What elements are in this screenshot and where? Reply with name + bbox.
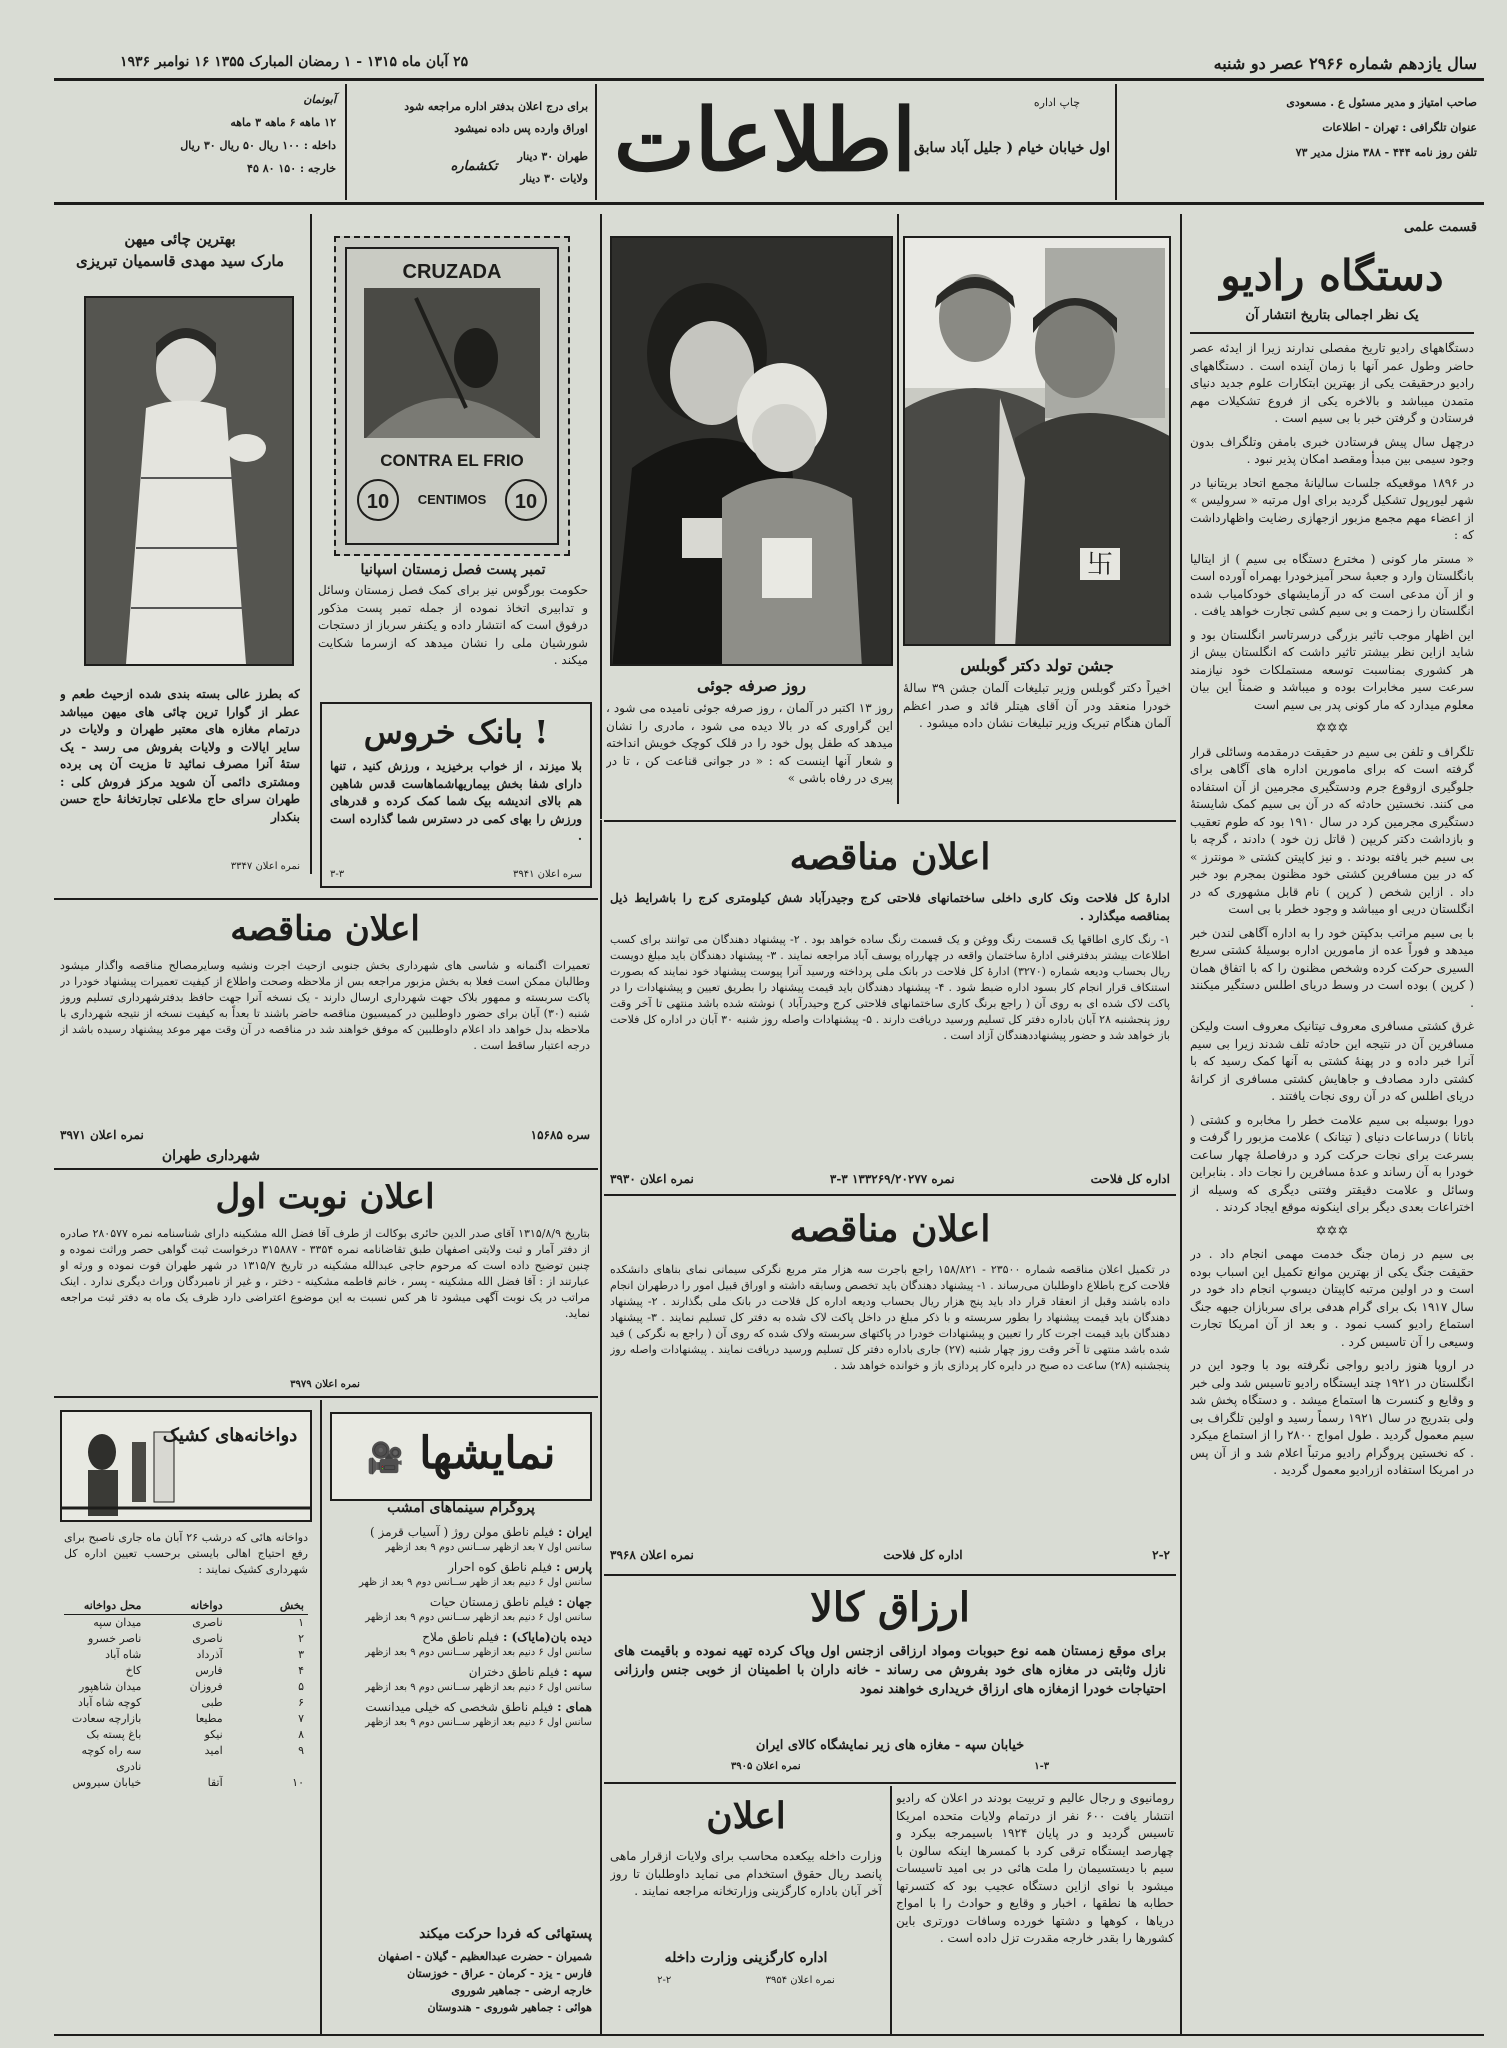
- cinema-shows: سانس اول ۶ دنیم بعد ازظهر ســانس دوم ۹ بعد ازظهر: [365, 1647, 592, 1658]
- radio-paragraph: این اظهار موجب تاثیر بزرگی درسرتاسر انگلستان بود و شاید ازاین نظر بیشتر تاثیر داشت که انگلستان بیش از هر کشوری بمناسبت توسعه مستملکات خود نیازمند سرعت سیر مخابرات بوده و میباشد و ضمناً این بیان معلوم میدارد که مار کونی پدر بی سیم است: [1190, 627, 1474, 712]
- pharmacy-cell: ۱۰: [292, 1776, 304, 1789]
- savings-photo-image: [612, 238, 893, 666]
- center-rule: [604, 820, 1176, 822]
- tender2-number: نمره اعلان ۳۹۶۸: [610, 1548, 694, 1562]
- bank-ad-text: بلا میزند ، از خواب برخیزید ، ورزش کنید ، تنها دارای شفا بخش بیماریهاشماهاست قدس شاهین هم بالای اندیشه بیک شما کمک کرده و قدرهای ورزش را بهای کمی در دسترس شما گذارده است .: [330, 759, 582, 843]
- pharmacy-cell: ناصری: [192, 1632, 223, 1645]
- pharmacy-table: [64, 1598, 308, 1791]
- pharmacy-cell: طبی: [201, 1696, 223, 1709]
- radio-paragraph: درچهل سال پیش فرستادن خبری بامفن وتلگراف بدون وجود سیمی بین مبدأ ومقصد امکان پذیر نبود .: [1190, 434, 1474, 466]
- subscription-foreign: خارجه : ۱۵۰ ۸۰ ۴۵: [247, 162, 336, 175]
- tender1-title: اعلان مناقصه: [789, 836, 991, 878]
- pharmacy-cell: ۶: [298, 1696, 304, 1709]
- radio-article-body: [1190, 340, 1474, 2030]
- column-rule: [600, 820, 602, 2034]
- radio-paragraph: دورا بوسیله بی سیم علامت خطر را مخابره و کشتی ( باتانا ) درساعات دنیای ( تیتانک ) علامت مزبور را گرفت و بسرعت برای نجات حرکت کرد و درفاصلهٔ چهار ساعت خودرا به آن رساند و عدهٔ مسافرین را نجات داد . بنابراین وسائل و علامت دقیقتر وفتنی دیگری که وسیله از اختراعات بعدی دیگر برای اینکونه موقع ایجاد کردند .: [1190, 1112, 1474, 1214]
- bank-ad-number: سره اعلان ۳۹۴۱: [512, 869, 582, 880]
- goebbels-photo: [903, 236, 1171, 646]
- subscription-periods: ۱۲ ماهه ۶ ماهه ۳ ماهه: [230, 116, 336, 129]
- radio-paragraph: غرق کشتی مسافری معروف تیتانیک معروف است ولیکن مسافرین آن در نتیجه این حادثه تلف شدند زیرا بی سیم آنرا خبر داده و در پهنهٔ کشتی به آنها کمک رسید که با کشتی دارد مصادف و جاهایش کشتی مسافری از کرانهٔ دریای اطلس که در آن روی نجات یافتند .: [1190, 1019, 1474, 1103]
- pharmacy-row: [64, 1647, 308, 1663]
- municipal-tender-title: اعلان مناقصه: [230, 909, 420, 949]
- pharmacy-row: [64, 1743, 308, 1775]
- column-rule: [890, 1786, 892, 2034]
- bank-ad-title: بانک خروس !: [363, 713, 549, 751]
- star-separator: ✡✡✡: [1315, 1223, 1349, 1239]
- bank-ad-code: ۳-۳: [330, 869, 345, 880]
- price-provinces: ولایات ۳۰ دینار: [520, 172, 588, 185]
- municipal-tender-footer: [60, 1128, 590, 1142]
- pharmacy-row: [64, 1695, 308, 1711]
- pharmacy-cell: میدان شاهپور: [79, 1680, 142, 1693]
- owner-line: صاحب امتیاز و مدیر مسئول ع . مسعودی: [1286, 96, 1477, 109]
- pharmacy-cell: امید: [204, 1744, 223, 1757]
- left-section-rule: [54, 1168, 598, 1170]
- pharmacy-cell: کوچه شاه آباد: [78, 1696, 142, 1709]
- radio-paragraph: بی سیم در زمان جنگ خدمت مهمی انجام داد . در حقیقت جنگ یکی از بهترین موانع تکمیل این اسباب بوده است و در اولین مرتبه کاپیتان دیسوپ انجام داد خود در سال ۱۹۱۷ بک برای گرام هدفی برای سربازان جبهه جنگ استماع رادیو کسب نمود . و بعد از آن امریکا تجارت وسیعی را آن تاسیس کرد .: [1190, 1247, 1474, 1349]
- tender2-code: ۲-۲: [1152, 1548, 1170, 1562]
- center-rule: [604, 1194, 1176, 1196]
- subscription-label: آبونمان: [303, 93, 336, 106]
- tender2-footer: [610, 1548, 1170, 1562]
- cinema-shows: سانس اول ۶ دنیم بعد ازظهر ســانس دوم ۹ بعد ازظهر: [365, 1717, 592, 1728]
- ministry-ad-footer: [610, 1974, 882, 1988]
- radio-paragraph: تلگراف و تلفن بی سیم در حقیقت درمقدمه وسائلی قرار گرفته است که برای مامورین اداره های آگاهی برای جلوگیری ازوقوع جرم ودستگیری مجرمین از آن استفاده می کنند. نخستین حادثه که در آن بی سیم کمک شایستهٔ دستگیری مجرمین کرد در سال ۱۹۱۰ بود که طوم تعقیب و بازداشت دکتر کریپن ( قاتل زن خود ) دادند ، گرچه با بی سیم خبر یافته بودند . و نیز کاپیتن کشتی « مونترز » که در بین مسافرین کشتی خود مظنون بمجرم بود خبر داد . ازاین شخص ( کرپن ) نام قابل مشهوری که در انگلستان دریی او میباشد و وجود خطر با بی است: [1190, 744, 1474, 916]
- address-line: اول خیابان خیام ( جلیل آباد سابق: [913, 140, 1110, 156]
- food-ad-code: ۱-۳: [1034, 1761, 1050, 1772]
- savings-caption-title: روز صرفه جوئی: [697, 676, 806, 695]
- stamp-top-text: CRUZADA: [402, 261, 502, 283]
- food-ad-address: خیابان سپه - مغازه های زیر نمایشگاه کالای ایران: [755, 1738, 1025, 1753]
- bottom-rule: [54, 2034, 1484, 2036]
- cinema-item: [330, 1594, 592, 1625]
- pharmacy-title: دواخانه‌های کشیک: [162, 1425, 298, 1446]
- pharmacy-cell: ۴: [298, 1664, 304, 1677]
- owner-block: [1147, 90, 1477, 165]
- food-ad-text: برای موقع زمستان همه نوع حبوبات ومواد ارزاقی ازجنس اول وپاک کرده تهیه نموده و باقیمت های نازل وثابتی در مغازه های خود بفروش می رساند - خانه داران با اطمینان از خوبی جنس وارزانی احتیاجات خودرا ازمغازه های ارزاق خریداری خواهند نمود: [614, 1644, 1166, 1697]
- stamp-value-right: 10: [514, 491, 538, 513]
- subscription-domestic: داخله : ۱۰۰ ریال ۵۰ ریال ۳۰ ریال: [180, 139, 336, 152]
- cinema-name: جهان :: [557, 1595, 592, 1609]
- stamp-artwork: [336, 238, 568, 554]
- post-line: هوائی : جماهیر شوروی - هندوستان: [427, 2001, 592, 2014]
- pharmacy-cell: ۳: [298, 1648, 304, 1661]
- pharmacy-row: [64, 1711, 308, 1727]
- masthead-divider-2: [595, 84, 597, 200]
- goebbels-caption-text: اخیراً دکتر گوبلس وزیر تبلیغات آلمان جشن ۳۹ سالهٔ خودرا منعقد ودر آن آقای هیتلر قائد و صدر اعظم آلمان هنگام تبریک وزیر تبلیغات نشان داده میشود .: [903, 681, 1171, 730]
- food-ad-number: نمره اعلان ۳۹۰۵: [730, 1761, 801, 1772]
- tea-line: بهترین چائی میهن: [124, 230, 236, 248]
- film-camera-icon: 🎥: [366, 1441, 404, 1476]
- pharmacy-cell: خیابان سیروس: [72, 1776, 142, 1789]
- stamp-caption-text: حکومت بورگوس نیز برای کمک فصل زمستان وسائل و تدابیری اتخاذ نموده از جمله تمبر پست مذکور درفوق است که انتشار داده و یکنفر سرباز از دستجات شورشیان ملی را نشان میدهد که ازسرما شکایت میکند .: [318, 583, 588, 667]
- pharmacy-cell: ناصر خسرو: [88, 1632, 142, 1645]
- cinema-item: [330, 1629, 592, 1660]
- pharmacy-header-cell: دواخانه: [190, 1599, 223, 1612]
- bank-ad-footer: [330, 868, 582, 882]
- pharmacy-cell: بازارچه سعادت: [71, 1712, 142, 1725]
- pharmacy-row: [64, 1663, 308, 1679]
- tea-ad-illustration: [84, 296, 294, 666]
- stamp-centimos: CENTIMOS: [417, 492, 487, 507]
- left-section-rule: [54, 898, 598, 900]
- svg-text:卐: 卐: [1086, 550, 1114, 580]
- telegraph-line: عنوان تلگرافی : تهران - اطلاعات: [1322, 121, 1477, 134]
- cinema-film: فیلم ناطق کوه احرار: [448, 1560, 553, 1574]
- radio-headline: دستگاه رادیو: [1220, 251, 1444, 300]
- pharmacy-cell: شاه آباد: [105, 1648, 142, 1661]
- municipal-tender-sign: شهرداری طهران: [161, 1148, 260, 1164]
- pharmacy-row: [64, 1679, 308, 1695]
- column-rule: [600, 214, 602, 819]
- masthead-divider-3: [345, 84, 347, 200]
- cinema-item: [330, 1699, 592, 1730]
- cinema-list: [330, 1524, 592, 1734]
- pharmacy-row: [64, 1775, 308, 1791]
- radio-paragraph: در ۱۸۹۶ موقعیکه جلسات سالیانهٔ مجمع اتحاد بریتانیا در شهر لیورپول تشکیل گردید برای اول مرتبه « سرولیس » از اعضاء مهم مجمع مزبور ازجهازی رضایت واظهارداشت که :: [1190, 475, 1474, 542]
- pharmacy-cell: ۵: [298, 1680, 304, 1693]
- spanish-stamp: [334, 236, 570, 556]
- cinema-name: ایران :: [557, 1525, 592, 1539]
- ministry-ad-number: نمره اعلان ۳۹۵۴: [765, 1975, 835, 1986]
- pharmacy-cell: ۲: [298, 1632, 304, 1645]
- pharmacy-cell: آتقا: [207, 1776, 223, 1789]
- section-label: قسمت علمی: [1403, 220, 1477, 235]
- cinema-shows: سانس اول ۷ بعد ازظهر ســانس دوم ۹ بعد ازظهر: [385, 1542, 592, 1553]
- top-rule: [54, 78, 1484, 81]
- cinema-banner: [330, 1412, 592, 1501]
- pharmacy-header-cell: بخش: [279, 1599, 304, 1612]
- tea-line: مارک سید مهدی قاسمیان تبریزی: [76, 252, 284, 270]
- food-ad-footer: [614, 1760, 1166, 1774]
- savings-caption-text: روز ۱۳ اکتبر در آلمان ، روز صرفه جوئی نامیده می شود ، این گراوری که در بالا دیده می شود ، مادری را نشان میدهد که طفل پول خود را در قلک کوچک خویش انداخته و شعار آنها اینست که : « در جوانی قناعت کن ، تا در پیری در رفاه باشی »: [606, 701, 893, 785]
- radio-paragraph: « مستر مار کونی ( مخترع دستگاه بی سیم ) از ایتالیا بانگلستان وارد و جعبهٔ سحر آمیزخودرا بهمراه آورده است و از آن مدعی است که در آزمایشهای خودکامیاب شده انگلستان را زحمت و بی سیم کشی تجارت خواهد یافت .: [1190, 551, 1474, 618]
- cinema-shows: سانس اول ۶ دنیم بعد ازظهر ســانس دوم ۹ بعد ازظهر: [365, 1682, 592, 1693]
- pharmacy-cell: مطیعا: [195, 1712, 223, 1725]
- cinema-shows: سانس اول ۶ دنیم بعد ازظهر ســانس دوم ۹ بعد ازظهر: [365, 1612, 592, 1623]
- tender1-code: نمره ۱۳۳۲۶۹/۲۰۲۷۷ ۳-۳: [829, 1172, 955, 1186]
- cinema-item: [330, 1664, 592, 1695]
- pharmacy-cell: نیکو: [204, 1728, 223, 1741]
- pharmacy-cell: آذرداد: [196, 1648, 223, 1661]
- radio-head-rule: [1190, 332, 1474, 334]
- tea-ad-number: نمره اعلان ۳۳۴۷: [230, 861, 300, 872]
- masthead-divider: [1115, 84, 1117, 200]
- first-notice-title: اعلان نوبت اول: [215, 1177, 435, 1217]
- tender1-footer: [610, 1172, 1170, 1186]
- ad-notes: [350, 96, 588, 190]
- stamp-value-left: 10: [366, 491, 390, 513]
- radio-paragraph: دستگاههای رادیو تاریخ مفصلی ندارند زیرا از ایدئه عصر حاضر وطول عمر آنها با زمان آینده است . دستگاههای رادیو درحقیقت یکی از بهترین ابتکارات علوم جدید دنیای متمدن میباشد و بالاخره یکی از فروع تشکیلات مهم فرستادن و گرفتن خبر با بی سیم است .: [1190, 341, 1474, 425]
- column-rule: [897, 214, 899, 804]
- press-label: چاپ اداره: [1033, 96, 1080, 109]
- pharmacy-cell: ۸: [298, 1728, 304, 1741]
- pharmacy-row: [64, 1727, 308, 1743]
- first-notice-text: بتاریخ ۱۳۱۵/۸/۹ آقای صدر الدین حائری بوکالت از طرف آقا فضل الله مشکینه دارای شناسنامه نمره ۲۸۰۵۷۷ صادره از دفتر آمار و ثبت ولایتی اصفهان طبق تقاضانامه نمره ۳۳۵۴ - ۳۱۵۸۸۷ درخواست ثبت گواهی حصر وراثت نموده و چنین توضیح داده است که مرحوم حاجی عبدالله مشکینه در تاریخ ۱۳۱۵/۷ در شهر طهران فوت نموده و ورثه او عبارتند از : آقا فضل الله مشکینه - پسر ، خانم فاطمه مشکینه - دختر ، و غیر از نامبردگان وراث دیگری ندارد . اینک مراتب در یک نوبت آگهی میشود تا هر کس نسبت به این موضوع اعتراضی دارد ظرف یک ماه به دفتر ثبت مراجعه نماید.: [60, 1227, 590, 1320]
- first-notice-number: نمره اعلان ۳۹۷۹: [290, 1379, 360, 1390]
- cinema-film: فیلم ناطق دختران: [468, 1665, 560, 1679]
- tender1-number: نمره اعلان ۳۹۳۰: [610, 1172, 694, 1186]
- column-rule: [310, 214, 312, 874]
- tea-ad-text: که بطرز عالی بسته بندی شده ازحیث طعم و عطر از گوارا ترین چائی های میهن میباشد درتمام مغازه های معتبر طهران و ولایات در سایر ایالات و ولایات بفروش می رسد - یک ستهٔ آنرا مصرف نمائید تا مزیت آن پی برده ومشتری دائمی آن شوید مرکز فروش کلی : طهران سرای حاج ملاعلی تجارتخانهٔ حاج حسن بنکدار: [60, 687, 300, 824]
- goebbels-photo-image: [905, 238, 1171, 646]
- goebbels-caption-title: جشن تولد دکتر گوبلس: [960, 656, 1114, 675]
- ad-note: برای درج اعلان بدفتر اداره مراجعه شود: [404, 100, 588, 113]
- post-line: شمیران - حضرت عبدالعظیم - گیلان - اصفهان: [377, 1950, 592, 1963]
- municipal-tender-text: تعمیرات اگنمانه و شاسی های شهرداری بخش جنوبی ازحیث اجرت ونشیه وسایرمصالح مناقصه واگذار میشود وطالبان ممکن است فعلا به بخش مزبور مراجعه بس از ملاحظه وصحت واطلاع از کیفیت تعمیرات پیشنهاد خودرا در پاکت سربسته و ممهور بلاک جهت شهرداری ارسال دارند - یک نسخه آنرا جهت حافظ بدفترشهرداری تسلیم وروز شنبه (۳۰) آبان برای حضور داوطلبین در کمیسیون مناقصه حاضر باشند تا بعداً به کیفیت نسخه از نتیجه شهرداری با ملاحظه بدل خواهد داد اعلام داوطلبین که موفق خواهند شد در مناقصه در آن وقت مهر موعد پیشنهاد رسیده باشد از درجه اعتبار ساقط است .: [60, 959, 590, 1052]
- phone-line: تلفن روز نامه ۴۴۴ - ۳۸۸ منزل مدیر ۷۳: [1295, 146, 1477, 159]
- tender1-sign: اداره کل فلاحت: [1090, 1172, 1170, 1186]
- cinema-name: پارس :: [555, 1560, 592, 1574]
- masthead-bottom-rule: [54, 202, 1484, 205]
- cinema-name: سپه :: [563, 1665, 592, 1679]
- municipal-tender-number: نمره اعلان ۳۹۷۱: [60, 1128, 144, 1142]
- column-rule: [320, 1400, 322, 2034]
- single-copy-label: تکشماره: [450, 159, 498, 174]
- pharmacy-row: [64, 1615, 308, 1631]
- tender2-text: در تکمیل اعلان مناقصه شماره ۲۳۵۰۰ - ۱۵۸/۸۲۱ راجع باجرت سه هزار متر مربع نگرکی سیمانی نمای بناهای دانشکده فلاحت کرج باطلاع داوطلبان می‌رساند . ۱- پیشنهاد دهندگان باید تخصص وسابقه داشته و اوراق قبیل امور را درطهران انجام داده باشند وقبل از انعقاد قرار داد باید پنج هزار ریال بحساب ودیعه اداره کل فلاحت در بانک ملی بگذارند . ۲- پیشنهاد دهندگان باید قیمت پیشنهاد را بطور سربسته و با ذکر مبلغ در داخل پاکت لاک شده به دفتر کل تسلیم نمایند . ۳- پیشنهاد دهندگان باید قیمت اجرت کار را تعیین و پیشنهادات خودرا در پاکتهای سربسته ولاک شده که روی آن ( راجع به نگرکی ) قید شده باشد منتهی تا آخر وقت روز چهار شنبه (۲۷) جاری باداره دفتر کل تسلیم ورسید دریافت نمایند . پیشنهادات واصله روز پنجشنبه (۲۸) ساعت ده صبح در دایره کار پردازی باز و خوانده خواهد شد .: [610, 1263, 1170, 1372]
- ministry-ad-sign: اداره کارگزینی وزارت داخله: [664, 1950, 828, 1966]
- pharmacy-cell: فارس: [195, 1664, 223, 1677]
- price-tehran: طهران ۳۰ دینار: [517, 150, 588, 163]
- cinema-item: [330, 1524, 592, 1555]
- tea-ad-heading: [60, 228, 300, 272]
- radio-paragraph: با بی سیم مراتب بدکپتن خود را به اداره آگاهی لندن خبر میدهد و فوراً عده از مامورین اداره بوسیلهٔ کشتی سریع السیری حرکت کرده وشخص مظنون را که با اتفاق همان ( کرپن ) بوده است در وسط دریای اطلس دستگیر میکنند .: [1190, 925, 1474, 1010]
- issue-line: سال یازدهم شماره ۲۹۶۶ عصر دو شنبه: [1213, 54, 1477, 73]
- post-list: [330, 1948, 592, 2016]
- pharmacy-cell: کاخ: [125, 1664, 142, 1677]
- pharmacy-row: [64, 1631, 308, 1647]
- cinema-film: فیلم ناطق ملاح: [422, 1630, 500, 1644]
- center-rule: [604, 1574, 1176, 1576]
- cinema-name: دیده بان(مایاک) :: [502, 1630, 592, 1644]
- pharmacy-cell: سه راه کوچه نادری: [81, 1744, 142, 1773]
- tea-woman-drawing: [86, 298, 292, 664]
- subscription-block: [66, 88, 336, 180]
- pharmacy-cell: باغ پسته بک: [86, 1728, 142, 1741]
- tender2-sign: اداره کل فلاحت: [883, 1548, 963, 1562]
- post-title: پستهائی که فردا حرکت میکند: [419, 1926, 592, 1942]
- stamp-middle-text: CONTRA EL FRIO: [380, 451, 524, 470]
- radio-subhead: یک نظر اجمالی بتاریخ انتشار آن: [1245, 308, 1419, 323]
- star-separator: ✡✡✡: [1315, 721, 1349, 736]
- cinema-item: [330, 1559, 592, 1590]
- left-section-rule: [54, 1396, 598, 1398]
- cinema-film: فیلم ناطق زمستان حیات: [429, 1595, 555, 1609]
- cinema-title: نمایشها: [419, 1428, 556, 1479]
- stamp-caption-title: تمبر پست فصل زمستان اسپانیا: [360, 562, 546, 578]
- pharmacy-cell: ۷: [298, 1712, 304, 1725]
- cinema-shows: سانس اول ۶ دنیم بعد از ظهر ســانس دوم ۹ بعد از ظهر: [358, 1577, 592, 1588]
- savings-photo: [610, 236, 893, 666]
- pharmacy-cell: ۹: [298, 1744, 304, 1757]
- pharmacy-table-header: [64, 1598, 308, 1615]
- pharmacy-intro: دواخانه هائی که درشب ۲۶ آبان ماه جاری ناصبح برای رفع احتیاج اهالی بایستی برحسب تعیین اداره کل شهرداری کشیک نمایند :: [64, 1531, 308, 1576]
- ministry-ad-text: وزارت داخله بیکعده محاسب برای ولایات ازقرار ماهی پانصد ریال حقوق استخدام می نماید داوطلبان تا روز آخر آبان باداره کارگزینی وزارتخانه مراجعه نمایند .: [610, 1849, 882, 1898]
- pharmacy-cell: فروزان: [189, 1680, 223, 1693]
- post-line: فارس - یزد - کرمان - عراق - خوزستان: [407, 1967, 592, 1980]
- cinema-name: همای :: [557, 1700, 592, 1714]
- tender1-intro: ادارهٔ کل فلاحت ونک کاری داخلی ساختمانهای فلاحتی کرج وجیدرآباد شش کیلومتری کرج را باشرایط ذیل بمناقصه میگذارد .: [610, 891, 1170, 923]
- ad-note: اوراق وارده پس داده نمیشود: [454, 122, 588, 135]
- cinema-subtitle: پروگرام سینماهای امشب: [387, 1500, 535, 1516]
- ministry-ad-title: اعلان: [706, 1795, 786, 1837]
- cinema-film: فیلم ناطق مولن روژ ( آسیاب قرمز ): [370, 1525, 555, 1539]
- center-rule: [604, 1782, 1176, 1784]
- pharmacy-cell: ناصری: [192, 1616, 223, 1629]
- post-line: خارجه ارضی - جماهیر شوروی: [451, 1984, 592, 1997]
- pharmacy-header-cell: محل دواخانه: [83, 1599, 142, 1612]
- ministry-ad-code: ۲-۲: [657, 1975, 672, 1986]
- pharmacy-cell: میدان سپه: [93, 1616, 142, 1629]
- date-line: ۲۵ آبان ماه ۱۳۱۵ - ۱ رمضان المبارک ۱۳۵۵ ۱۶ نوامبر ۱۹۳۶: [120, 54, 469, 70]
- food-ad-title: ارزاق کالا: [810, 1584, 970, 1631]
- radio-article-continuation: رومانیوی و رجال عالیم و تربیت بودند در اعلان که رادیو انتشار یافت ۶۰۰ نفر از درتمام ولایات متحده امریکا تاسیس گردید و در پایان ۱۹۲۴ باسیمرجه بیکرد و چهارصد ایستگاه ترقی کرد با کمسرها اینکه سالون با سیم با دیستسیمان را ملت هائی در بی امید تاسیسات میشود با نوای ازاین دستگاه عجیب بود که کتسرتها حطابه ها نطقها ، اخبار و وقایع و حوادث را با امواج دریاها ، کوهها و دشتها خورده وسافات دورتری باین کشورها را بقدر خارجه مقدرت تزل داده است .: [896, 1791, 1174, 1945]
- cinema-film: فیلم ناطق شخصی که خیلی میدانست: [365, 1700, 554, 1714]
- radio-paragraph: در اروپا هنوز رادیو رواجی نگرفته بود با وجود این در انگلستان در ۱۹۲۱ چند ایستگاه رادیو تاسیس شد ولی خبر و وقایع و کنسرت ها استماع میشد . و دستگاه پخش شد ولی بتدریج در سال ۱۹۲۱ رسماً رسید و اولین تلگراف بی سیم معمول گردید . طول امواج ۲۸۰۰ را از استماع میکرد . که نخستین پروگرام رادیو مرتباً اعلام شد و از آن پس در امریکا استفاده ازرادیو معمول گردید .: [1190, 1358, 1474, 1477]
- tender2-title: اعلان مناقصه: [789, 1208, 991, 1250]
- masthead-title: اطلاعات: [613, 90, 917, 191]
- municipal-tender-code: سره ۱۵۶۸۵: [530, 1128, 590, 1142]
- pharmacy-cell: ۱: [298, 1616, 304, 1629]
- tender1-text: ۱- رنگ کاری اطاقها یک قسمت رنگ ووغن و یک قسمت رنگ ساده خواهد بود . ۲- پیشنهاد دهندگان می توانند برای کسب اطلاعات بیشتر بدفترفنی ادارهٔ ساختمان واقعه در چهارراه یوسف آباد مراجعه نمایند . ۳- پیشنهاد دهندگان باید مبلغ دویست ریال بحساب ودیعه شماره (۳۲۷۰) ادارهٔ کل فلاحت در بانک ملی پرداخته ورسید آنرا پیوست پیشنهاد خود نمایند که بصورت استنکاف قرار انجام کار بسود اداره ضبط شود . ۴- پیشنهاد دهندگان باید قیمت پیشنهاد را بطریق تعیین و پیشنهادات را در پاکت لاک شده ای به روی آن ( راجع برنگ کاری ساختمانهای فلاحتی کرج وحیدرآباد ) نوشته شده باشد منتهی تا آخر وقت روز پنجشنبه ۲۸ آبان باداره دفتر کل تسلیم ورسید دریافت دارند . ۵- پیشنهادات واصله روز شنبه ۳۰ آبان در اداره کل فلاحت باز خواهد شد و حضور پیشنهاددهندگان آزاد است .: [610, 933, 1170, 1042]
- column-rule-right: [1180, 214, 1182, 2034]
